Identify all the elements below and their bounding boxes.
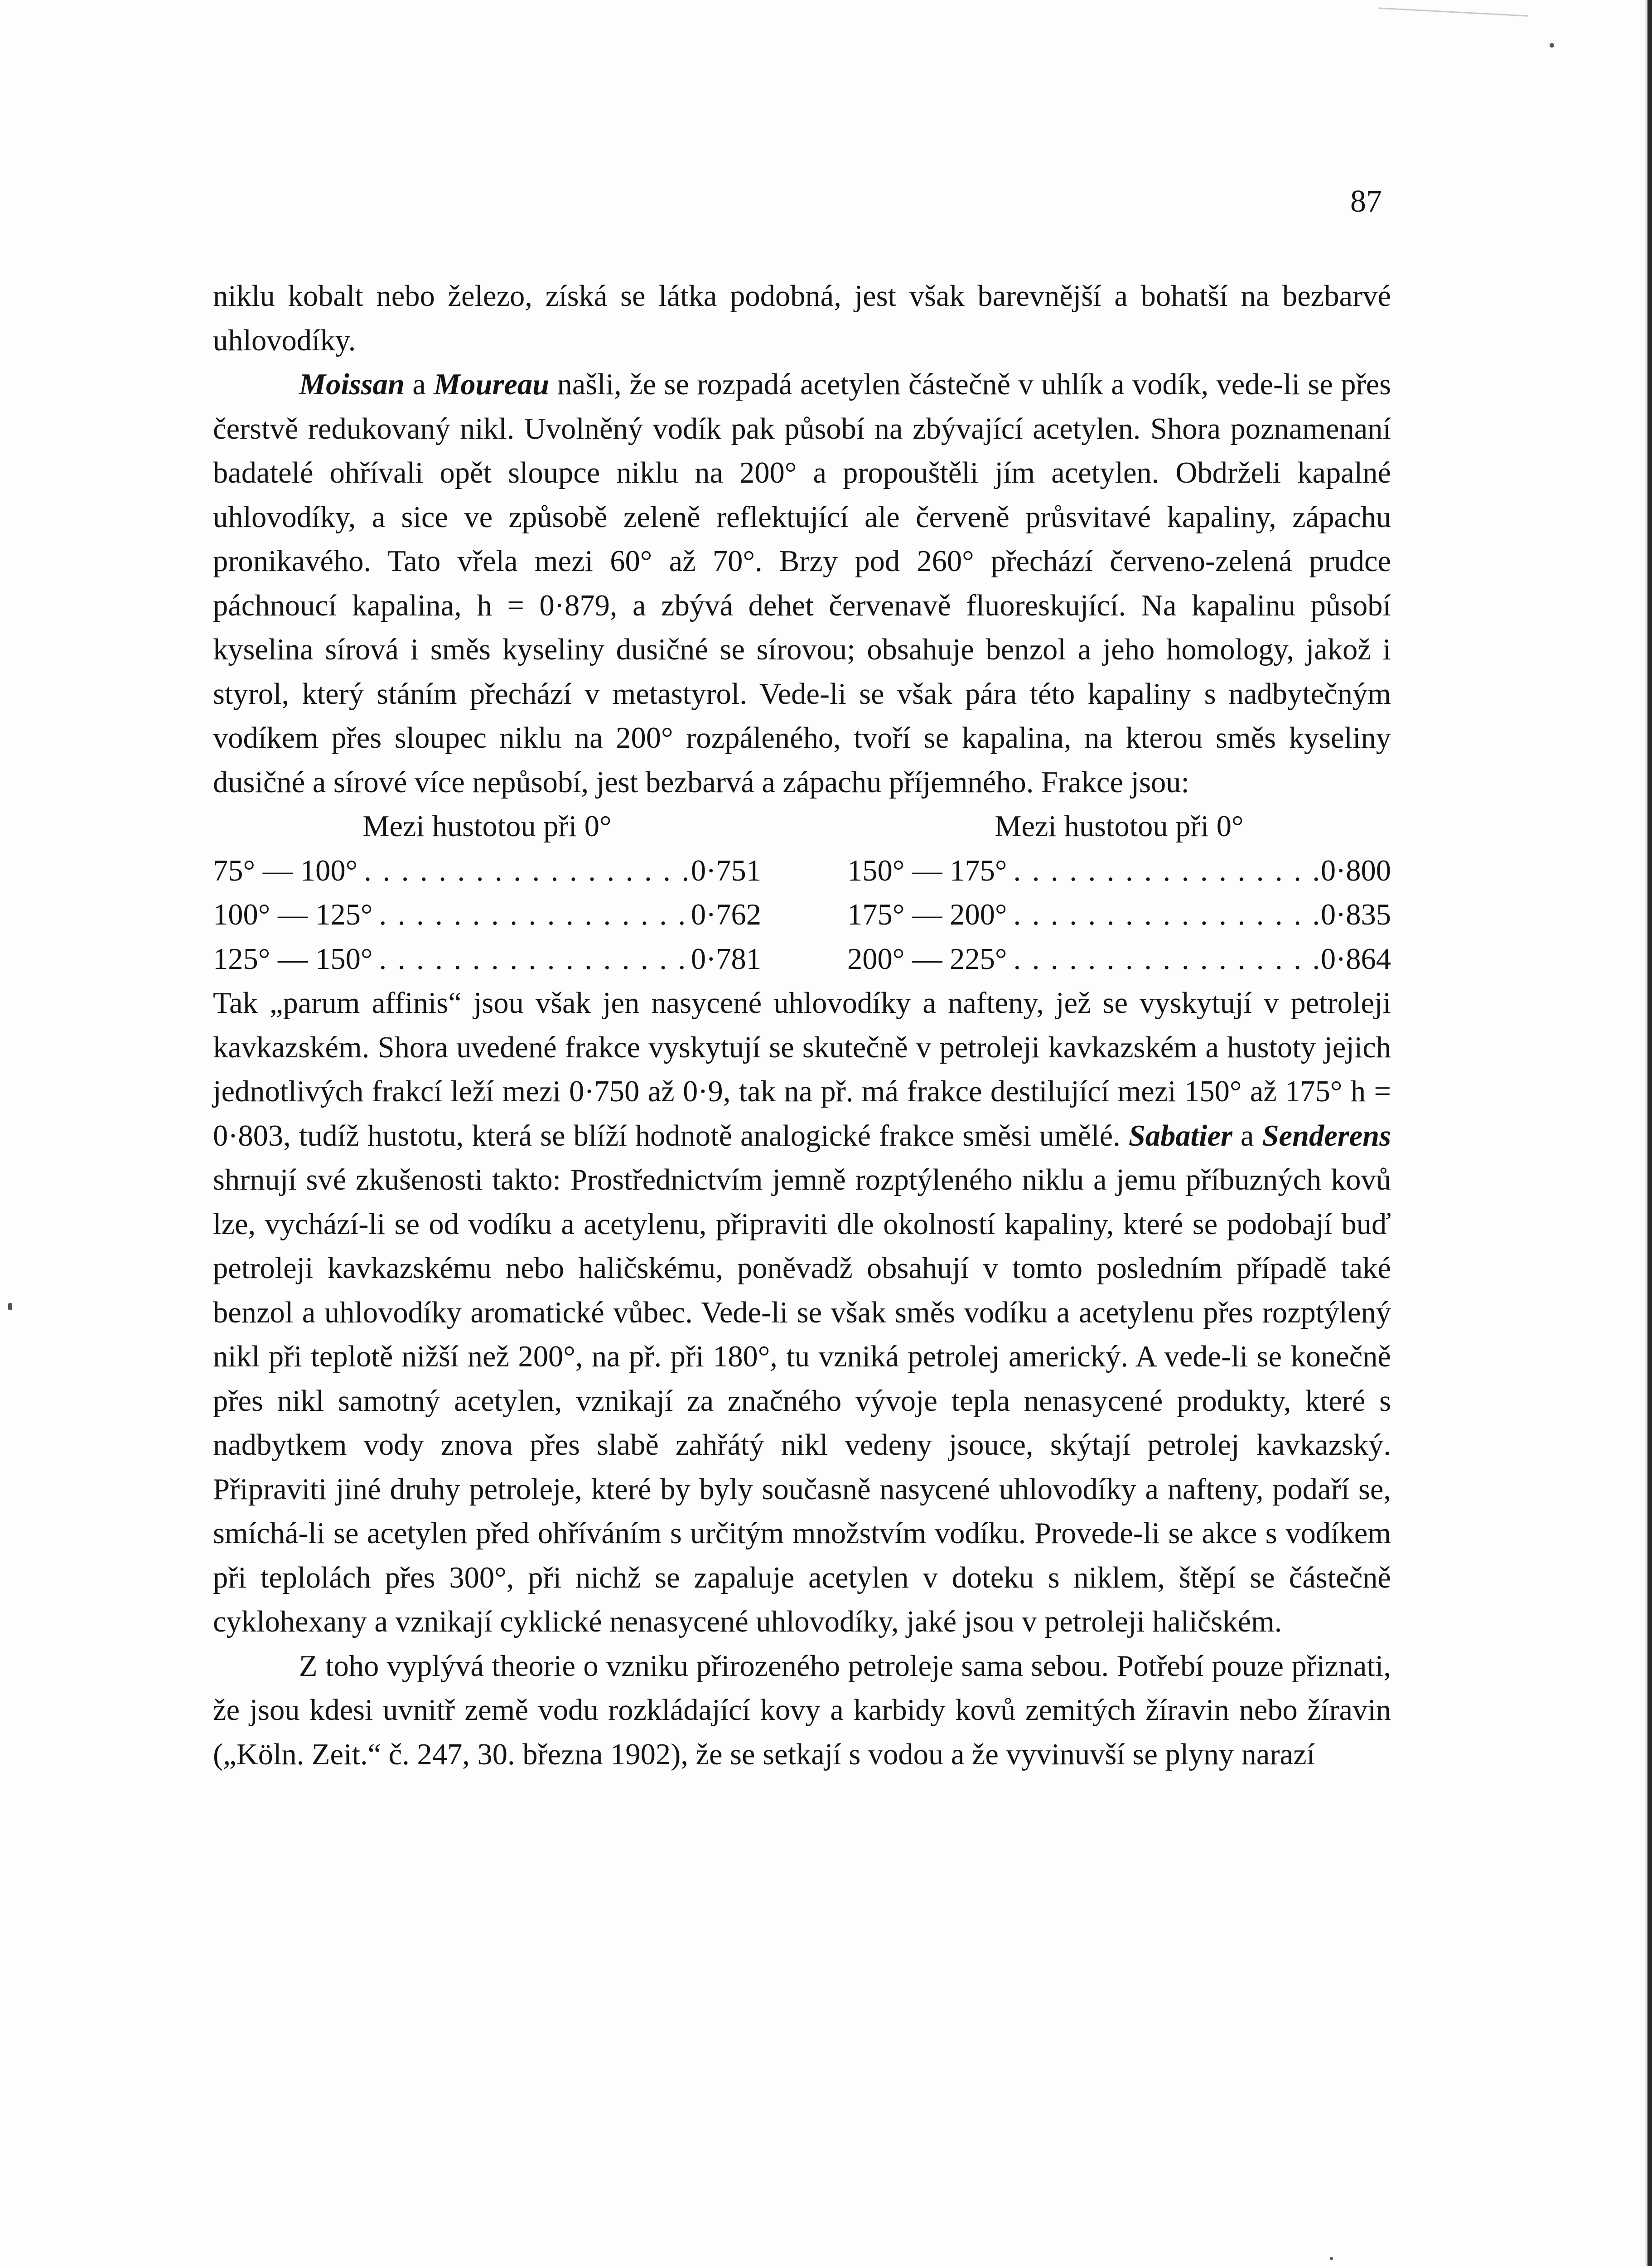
conjunction: a (404, 368, 434, 401)
fraction-range: 100° — 125° (213, 898, 373, 931)
leader-dots (372, 937, 691, 982)
paragraph-1: niklu kobalt nebo železo, získá se látka podobná, jest však barevnější a bohatší na bezbarvé uhlovodíky. (213, 280, 1391, 357)
fraction-range: 150° — 175° (847, 854, 1007, 887)
fraction-range: 75° — 100° (213, 854, 358, 887)
page-number: 87 (1350, 184, 1382, 219)
fraction-density: 0·800 (1320, 854, 1391, 887)
leader-dots (357, 849, 691, 893)
fractions-row (213, 893, 1391, 937)
body-text (213, 274, 1391, 1777)
fraction-range: 200° — 225° (847, 942, 1007, 976)
leader-dots (1007, 937, 1320, 982)
fractions-row (213, 849, 1391, 893)
conjunction: a (1232, 1119, 1262, 1152)
fractions-header-row (213, 804, 1391, 849)
fraction-range: 175° — 200° (847, 898, 1007, 931)
leader-dots (1007, 849, 1320, 893)
paragraph-2-text: našli, že se rozpadá acetylen částečně v uhlík a vodík, vede-li se přes čerstvě redukovaný nikl. Uvolněný vodík pak působí na zbývající acetylen. Shora poznamenaní badatelé ohřívali opět sloupce niklu na 200° a propouštěli jím acetylen. Obdrželi kapalné uhlovodíky, a sice ve způsobě zeleně reflektující ale červeně průsvitavé kapaliny, zápachu pronikavého. Tato vřela mezi 60° až 70°. Brzy pod 260° přechází červeno-zelená prudce páchnoucí kapalina, h = 0·879, a zbývá dehet červenavě fluoreskující. Na kapalinu působí kyselina sírová i směs kyseliny dusičné se sírovou; obsahuje benzol a jeho homology, jakož i styrol, který stáním přechází v metastyrol. Vede-li se však pára této kapaliny s nadbytečným vodíkem přes sloupec niklu na 200° rozpáleného, tvoří se kapalina, na kterou směs kyseliny dusičné a sírové více nepůsobí, jest bezbarvá a zápachu příjemného. Frakce jsou: (213, 368, 1391, 799)
paragraph-2 (213, 363, 1391, 804)
paragraph-3-text-b: shrnují své zkušenosti takto: Prostřednictvím jemně rozptýleného niklu a jemu příbuzných kovů lze, vychází-li se od vodíku a acetylenu, připraviti dle okolností kapaliny, které se podobají buď petroleji kavkazskému nebo haličskému, poněvadž obsahují v tomto posledním případě také benzol a uhlovodíky aromatické vůbec. Vede-li se však směs vodíku a acetylenu přes rozptýlený nikl při teplotě nižší než 200°, na př. při 180°, tu vzniká petrolej americký. A vede-li se konečně přes nikl samotný acetylen, vznikají za značného vývoje tepla nenasycené produkty, které s nadbytkem vody znova přes slabě zahřátý nikl vedeny jsouce, skýtají petrolej kavkazský. Připraviti jiné druhy petroleje, které by byly současně nasycené uhlovodíky a nafteny, podaří se, smíchá-li se acetylen před ohříváním s určitým množstvím vodíku. Provede-li se akce s vodíkem při teplolách přes 300°, při nichž se zapaluje acetylen v doteku s niklem, štěpí se částečně cyklohexany a vznikají cyklické nenasycené uhlovodíky, jaké jsou v petroleji haličském. (213, 1163, 1391, 1638)
fractions-table (213, 804, 1391, 981)
right-column-header: Mezi hustotou při 0° (995, 810, 1244, 843)
paragraph-4: Z toho vyplývá theorie o vzniku přirozeného petroleje sama sebou. Potřebí pouze přiznati, že jsou kdesi uvnitř země vodu rozkládající kovy a karbidy kovů zemitých žíravin nebo žíravin („Köln. Zeit.“ č. 247, 30. března 1902), že se setkají s vodou a že vyvinuvší se plyny narazí (213, 1649, 1391, 1771)
paragraph-3 (213, 981, 1391, 1644)
leader-dots (1007, 893, 1320, 937)
fraction-range: 125° — 150° (213, 942, 373, 976)
fraction-density: 0·762 (691, 898, 761, 931)
paragraph-3-text-a: Tak „parum affinis“ jsou však jen nasycené uhlovodíky a nafteny, jež se vyskytují v petroleji kavkazském. Shora uvedené frakce vyskytují se skutečně v petroleji kavkazském a hustoty jejich jednotlivých frakcí leží mezi 0·750 až 0·9, tak na př. má frakce destilující mezi 150° až 175° h = 0·803, tudíž hustotu, která se blíží hodnotě analogické frakce směsi umělé. (213, 987, 1391, 1152)
author-sabatier: Sabatier (1128, 1119, 1232, 1152)
scan-speck (1330, 2257, 1333, 2260)
fraction-density: 0·864 (1320, 942, 1391, 976)
scan-edge-mark (1377, 7, 1528, 53)
author-moissan: Moissan (299, 368, 405, 401)
scan-speck (1550, 43, 1554, 48)
fraction-density: 0·835 (1320, 898, 1391, 931)
author-moureau: Moureau (434, 368, 550, 401)
fraction-density: 0·781 (691, 942, 761, 976)
left-column-header: Mezi hustotou při 0° (362, 810, 612, 843)
leader-dots (372, 893, 691, 937)
scan-speck (8, 1303, 12, 1310)
fraction-density: 0·751 (691, 854, 761, 887)
author-senderens: Senderens (1262, 1119, 1391, 1152)
fractions-row (213, 937, 1391, 982)
